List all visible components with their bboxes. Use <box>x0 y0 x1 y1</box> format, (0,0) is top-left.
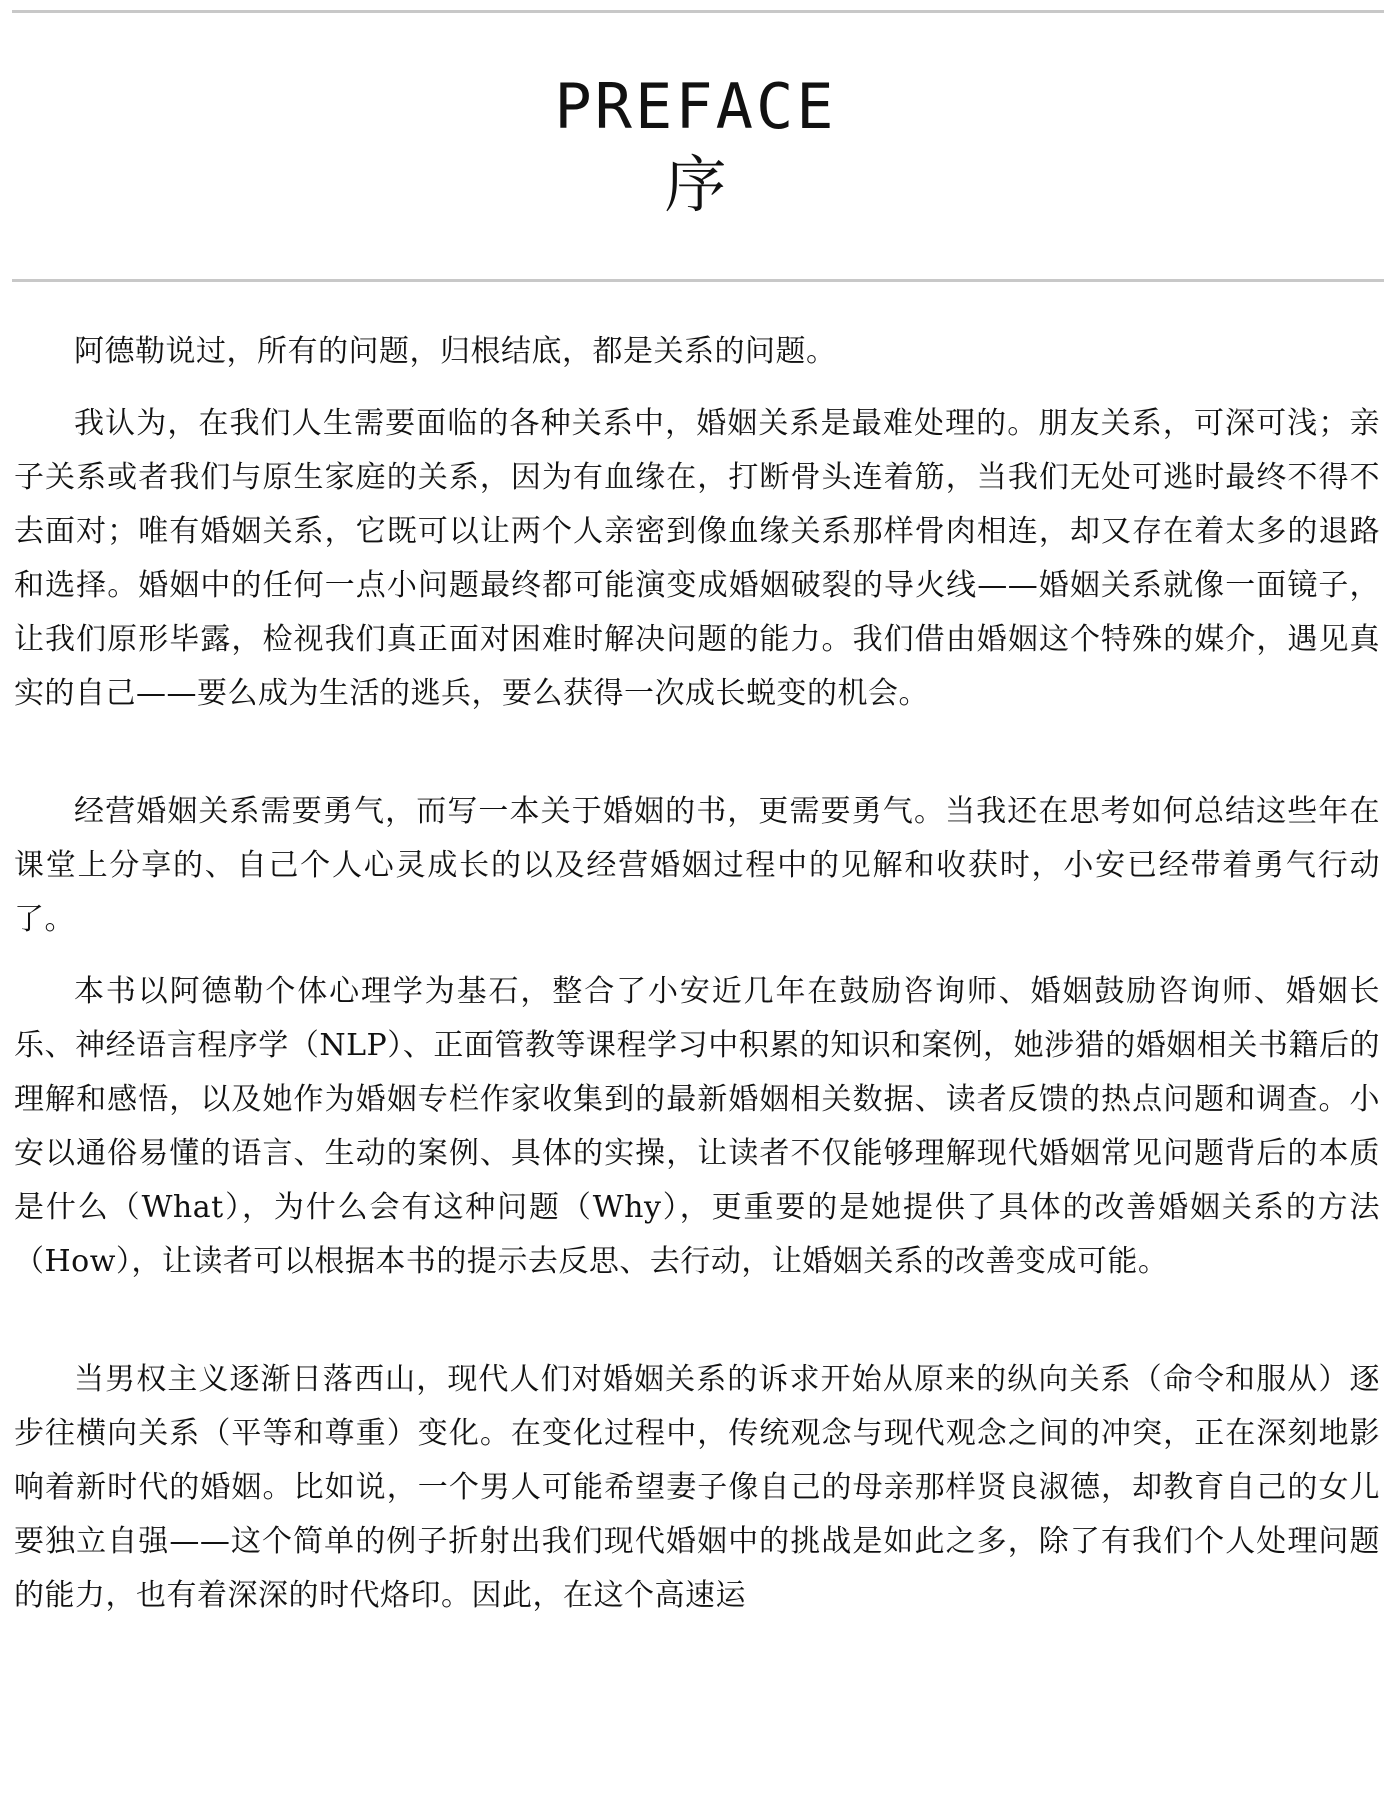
paragraph: 经营婚姻关系需要勇气，而写一本关于婚姻的书，更需要勇气。当我还在思考如何总结这些年在课堂上分享的、自己个人心灵成长的以及经营婚姻过程中的见解和收获时，小安已经带着勇气行动了。 <box>14 794 1380 937</box>
paragraph: 阿德勒说过，所有的问题，归根结底，都是关系的问题。 <box>74 334 837 369</box>
paragraph: 我认为，在我们人生需要面临的各种关系中，婚姻关系是最难处理的。朋友关系，可深可浅；亲子关系或者我们与原生家庭的关系，因为有血缘在，打断骨头连着筋，当我们无处可逃时最终不得不去面对；唯有婚姻关系，它既可以让两个人亲密到像血缘关系那样骨肉相连，却又存在着太多的退路和选择。婚姻中的任何一点小问题最终都可能演变成婚姻破裂的导火线——婚姻关系就像一面镜子，让我们原形毕露，检视我们真正面对困难时解决问题的能力。我们借由婚姻这个特殊的媒介，遇见真实的自己——要么成为生活的逃兵，要么获得一次成长蜕变的机会。 <box>14 406 1380 711</box>
paragraph: 本书以阿德勒个体心理学为基石，整合了小安近几年在鼓励咨询师、婚姻鼓励咨询师、婚姻长乐、神经语言程序学（NLP）、正面管教等课程学习中积累的知识和案例，她涉猎的婚姻相关书籍后的理解和感悟，以及她作为婚姻专栏作家收集到的最新婚姻相关数据、读者反馈的热点问题和调查。小安以通俗易懂的语言、生动的案例、具体的实操，让读者不仅能够理解现代婚姻常见问题背后的本质是什么（What），为什么会有这种问题（Why），更重要的是她提供了具体的改善婚姻关系的方法（How），让读者可以根据本书的提示去反思、去行动，让婚姻关系的改善变成可能。 <box>14 974 1380 1279</box>
title-divider <box>12 279 1384 282</box>
page-title-en: PREFACE <box>554 70 837 143</box>
paragraph: 当男权主义逐渐日落西山，现代人们对婚姻关系的诉求开始从原来的纵向关系（命令和服从）逐步往横向关系（平等和尊重）变化。在变化过程中，传统观念与现代观念之间的冲突，正在深刻地影响着新时代的婚姻。比如说，一个男人可能希望妻子像自己的母亲那样贤良淑德，却教育自己的女儿要独立自强——这个简单的例子折射出我们现代婚姻中的挑战是如此之多，除了有我们个人处理问题的能力，也有着深深的时代烙印。因此，在这个高速运 <box>14 1362 1380 1613</box>
top-divider <box>12 10 1384 13</box>
page-title-zh: 序 <box>664 148 727 221</box>
preface-body <box>14 325 1380 1623</box>
